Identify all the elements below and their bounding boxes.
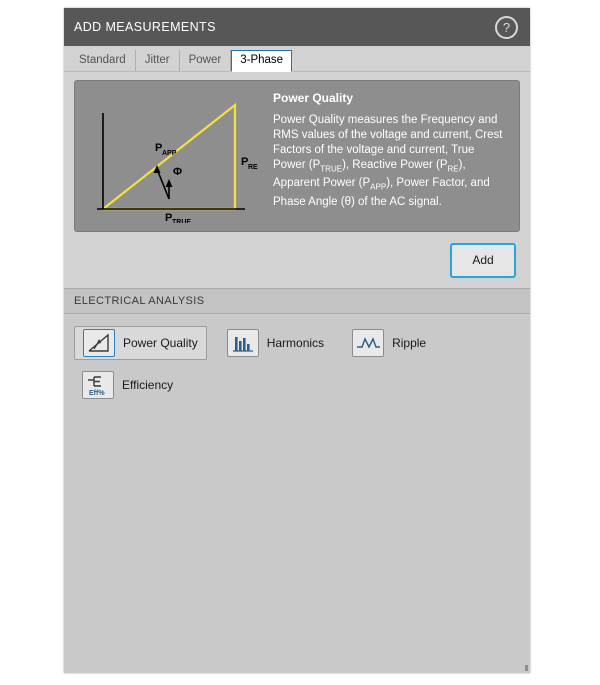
- power-triangle-diagram: [85, 91, 263, 221]
- svg-text:APP: APP: [162, 150, 177, 157]
- help-icon[interactable]: ?: [495, 16, 518, 39]
- page-title: ADD MEASUREMENTS: [74, 20, 216, 34]
- tab-power[interactable]: Power: [180, 50, 232, 71]
- ripple-waveform-icon: [352, 329, 384, 357]
- svg-text:TRUE: TRUE: [172, 219, 192, 223]
- add-button[interactable]: Add: [450, 243, 516, 278]
- measurement-label: Ripple: [392, 336, 427, 350]
- measurement-label: Power Quality: [123, 336, 198, 350]
- harmonics-bars-icon: [227, 329, 259, 357]
- resize-corner: [525, 665, 528, 671]
- svg-text:P: P: [241, 156, 249, 168]
- svg-text:P: P: [155, 142, 163, 154]
- svg-text:RE: RE: [248, 164, 258, 171]
- measurement-item-ripple[interactable]: [344, 326, 434, 360]
- measurement-item-harmonics[interactable]: [219, 326, 332, 360]
- svg-text:P: P: [165, 212, 173, 223]
- description-panel: [74, 80, 520, 232]
- svg-text:Eff%: Eff%: [89, 390, 105, 397]
- description-text: [263, 91, 509, 221]
- section-header-electrical-analysis: ELECTRICAL ANALYSIS: [64, 288, 530, 314]
- description-body: Power Quality measures the Frequency and RMS values of the voltage and current, Crest Factors of the voltage and current, True Power $(P_{TRUE})$, Reactive Power $(P_{RE})$, Apparent Power $(P_{APP})$, Power Factor, and Phase Angle (θ) of the AC signal.: [273, 114, 503, 208]
- svg-text:Φ: Φ: [173, 166, 183, 178]
- description-panel-wrap: [64, 72, 530, 232]
- measurement-item-efficiency[interactable]: [74, 368, 181, 402]
- dialog-titlebar: [64, 8, 530, 46]
- efficiency-icon: [82, 371, 114, 399]
- tab-bar: [64, 46, 530, 72]
- tab-jitter[interactable]: Jitter: [136, 50, 180, 71]
- description-title: Power Quality: [273, 91, 354, 105]
- measurement-label: Efficiency: [122, 378, 174, 392]
- action-row: [64, 232, 530, 288]
- power-quality-icon: [83, 329, 115, 357]
- measurement-list: [64, 314, 530, 673]
- tab-3-phase[interactable]: 3-Phase: [231, 50, 292, 72]
- measurement-item-power-quality[interactable]: [74, 326, 207, 360]
- add-measurements-dialog: [64, 8, 530, 673]
- tab-standard[interactable]: Standard: [70, 50, 136, 71]
- measurement-label: Harmonics: [266, 336, 325, 350]
